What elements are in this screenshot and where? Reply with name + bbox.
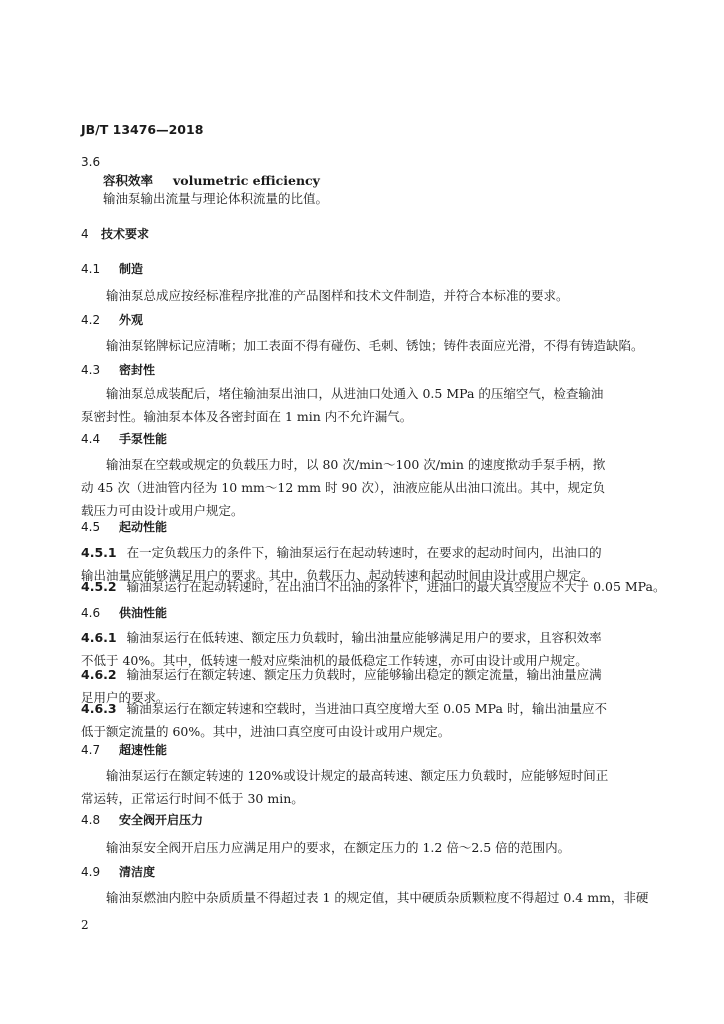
section-title: 密封性	[119, 363, 156, 377]
clause-number: 4.6.2	[81, 667, 117, 682]
section-heading-4-8	[81, 812, 611, 829]
paragraph-4-8: 输油泵安全阀开启压力应满足用户的要求，在额定压力的 1.2 倍～2.5 倍的范围内。	[106, 840, 571, 855]
paragraph-4-1: 输油泵总成应按经标准程序批准的产品图样和技术文件制造，并符合本标准的要求。	[106, 288, 569, 303]
section-number: 4.4	[81, 432, 101, 446]
section-number: 4.3	[81, 363, 101, 377]
section-title: 制造	[119, 262, 144, 276]
section-heading-4-1	[81, 261, 611, 278]
section-title: 超速性能	[119, 743, 168, 757]
section-title: 手泵性能	[119, 432, 168, 446]
term-definition: 输油泵输出流量与理论体积流量的比值。	[103, 191, 329, 206]
section-heading-4	[81, 226, 611, 243]
section-heading-4-7	[81, 742, 611, 759]
clause-number: 4.5.2	[81, 579, 117, 594]
clause-number: 4.5.1	[81, 545, 117, 560]
term-chinese: 容积效率	[103, 173, 154, 188]
paragraph-4-7: 输油泵运行在额定转速的 120%或设计规定的最高转速、额定压力负载时，应能够短时间正常运转，正常运行时间不低于 30 min。	[81, 768, 609, 806]
section-title: 供油性能	[119, 606, 168, 620]
clause-text: 输油泵运行在起动转速时，在出油口不出油的条件下，进油口的最大真空度应不大于 0.05 MPa。	[126, 579, 666, 594]
section-title: 外观	[119, 313, 144, 327]
paragraph-4-4: 输油泵在空载或规定的负载压力时，以 80 次/min～100 次/min 的速度揿动手泵手柄，揿动 45 次（进油管内径为 10 mm～12 mm 时 90 次），油液应能从出油口流出。其中，规定负载压力可由设计或用户规定。	[81, 457, 606, 518]
clause-text: 输油泵运行在低转速、额定压力负载时，输出油量应能够满足用户的要求，且容积效率不低于 40%。其中，低转速一般对应柴油机的最低稳定工作转速，亦可由设计或用户规定。	[81, 630, 602, 668]
section-number: 4.9	[81, 865, 101, 879]
paragraph-4-3: 输油泵总成装配后，堵住输油泵出油口，从进油口处通入 0.5 MPa 的压缩空气，检查输油泵密封性。输油泵本体及各密封面在 1 min 内不允许漏气。	[81, 386, 604, 424]
term-line	[103, 172, 633, 189]
clause-4-6-3	[81, 697, 611, 743]
section-heading-4-2	[81, 312, 611, 329]
section-number: 4	[81, 227, 89, 241]
clause-number: 4.6.1	[81, 630, 117, 645]
section-heading-4-4	[81, 431, 611, 448]
section-number: 4.5	[81, 520, 101, 534]
term-english: volumetric efficiency	[172, 173, 320, 188]
clause-text: 在一定负载压力的条件下，输油泵运行在起动转速时，在要求的起动时间内，出油口的输出油量应能够满足用户的要求。其中，负载压力、起动转速和起动时间由设计或用户规定。	[81, 545, 602, 583]
section-number: 4.8	[81, 813, 101, 827]
page-number: 2	[81, 918, 89, 932]
section-number: 4.6	[81, 606, 101, 620]
section-title: 清洁度	[119, 865, 156, 879]
document-id: JB/T 13476—2018	[81, 122, 204, 137]
section-number-3-6: 3.6	[81, 155, 101, 169]
section-heading-4-6	[81, 605, 611, 622]
section-number: 4.2	[81, 313, 101, 327]
clause-number: 4.6.3	[81, 701, 117, 716]
paragraph-4-2: 输油泵铭牌标记应清晰；加工表面不得有碰伤、毛刺、锈蚀；铸件表面应光滑，不得有铸造缺陷。	[106, 338, 644, 353]
paragraph-4-9: 输油泵燃油内腔中杂质质量不得超过表 1 的规定值，其中硬质杂质颗粒度不得超过 0.4 mm，非硬	[106, 890, 649, 905]
section-title: 技术要求	[101, 227, 150, 241]
clause-4-5-2	[81, 578, 666, 595]
section-heading-4-3	[81, 362, 611, 379]
section-number: 4.1	[81, 262, 101, 276]
clause-text: 输油泵运行在额定转速、额定压力负载时，应能够输出稳定的额定流量，输出油量应满足用户的要求。	[81, 667, 602, 705]
section-number: 4.7	[81, 743, 101, 757]
section-title: 起动性能	[119, 520, 168, 534]
section-heading-4-5	[81, 519, 611, 536]
clause-text: 输油泵运行在额定转速和空载时，当进油口真空度增大至 0.05 MPa 时，输出油量应不低于额定流量的 60%。其中，进油口真空度可由设计或用户规定。	[81, 701, 607, 739]
section-title: 安全阀开启压力	[119, 813, 204, 827]
section-heading-4-9	[81, 864, 611, 881]
